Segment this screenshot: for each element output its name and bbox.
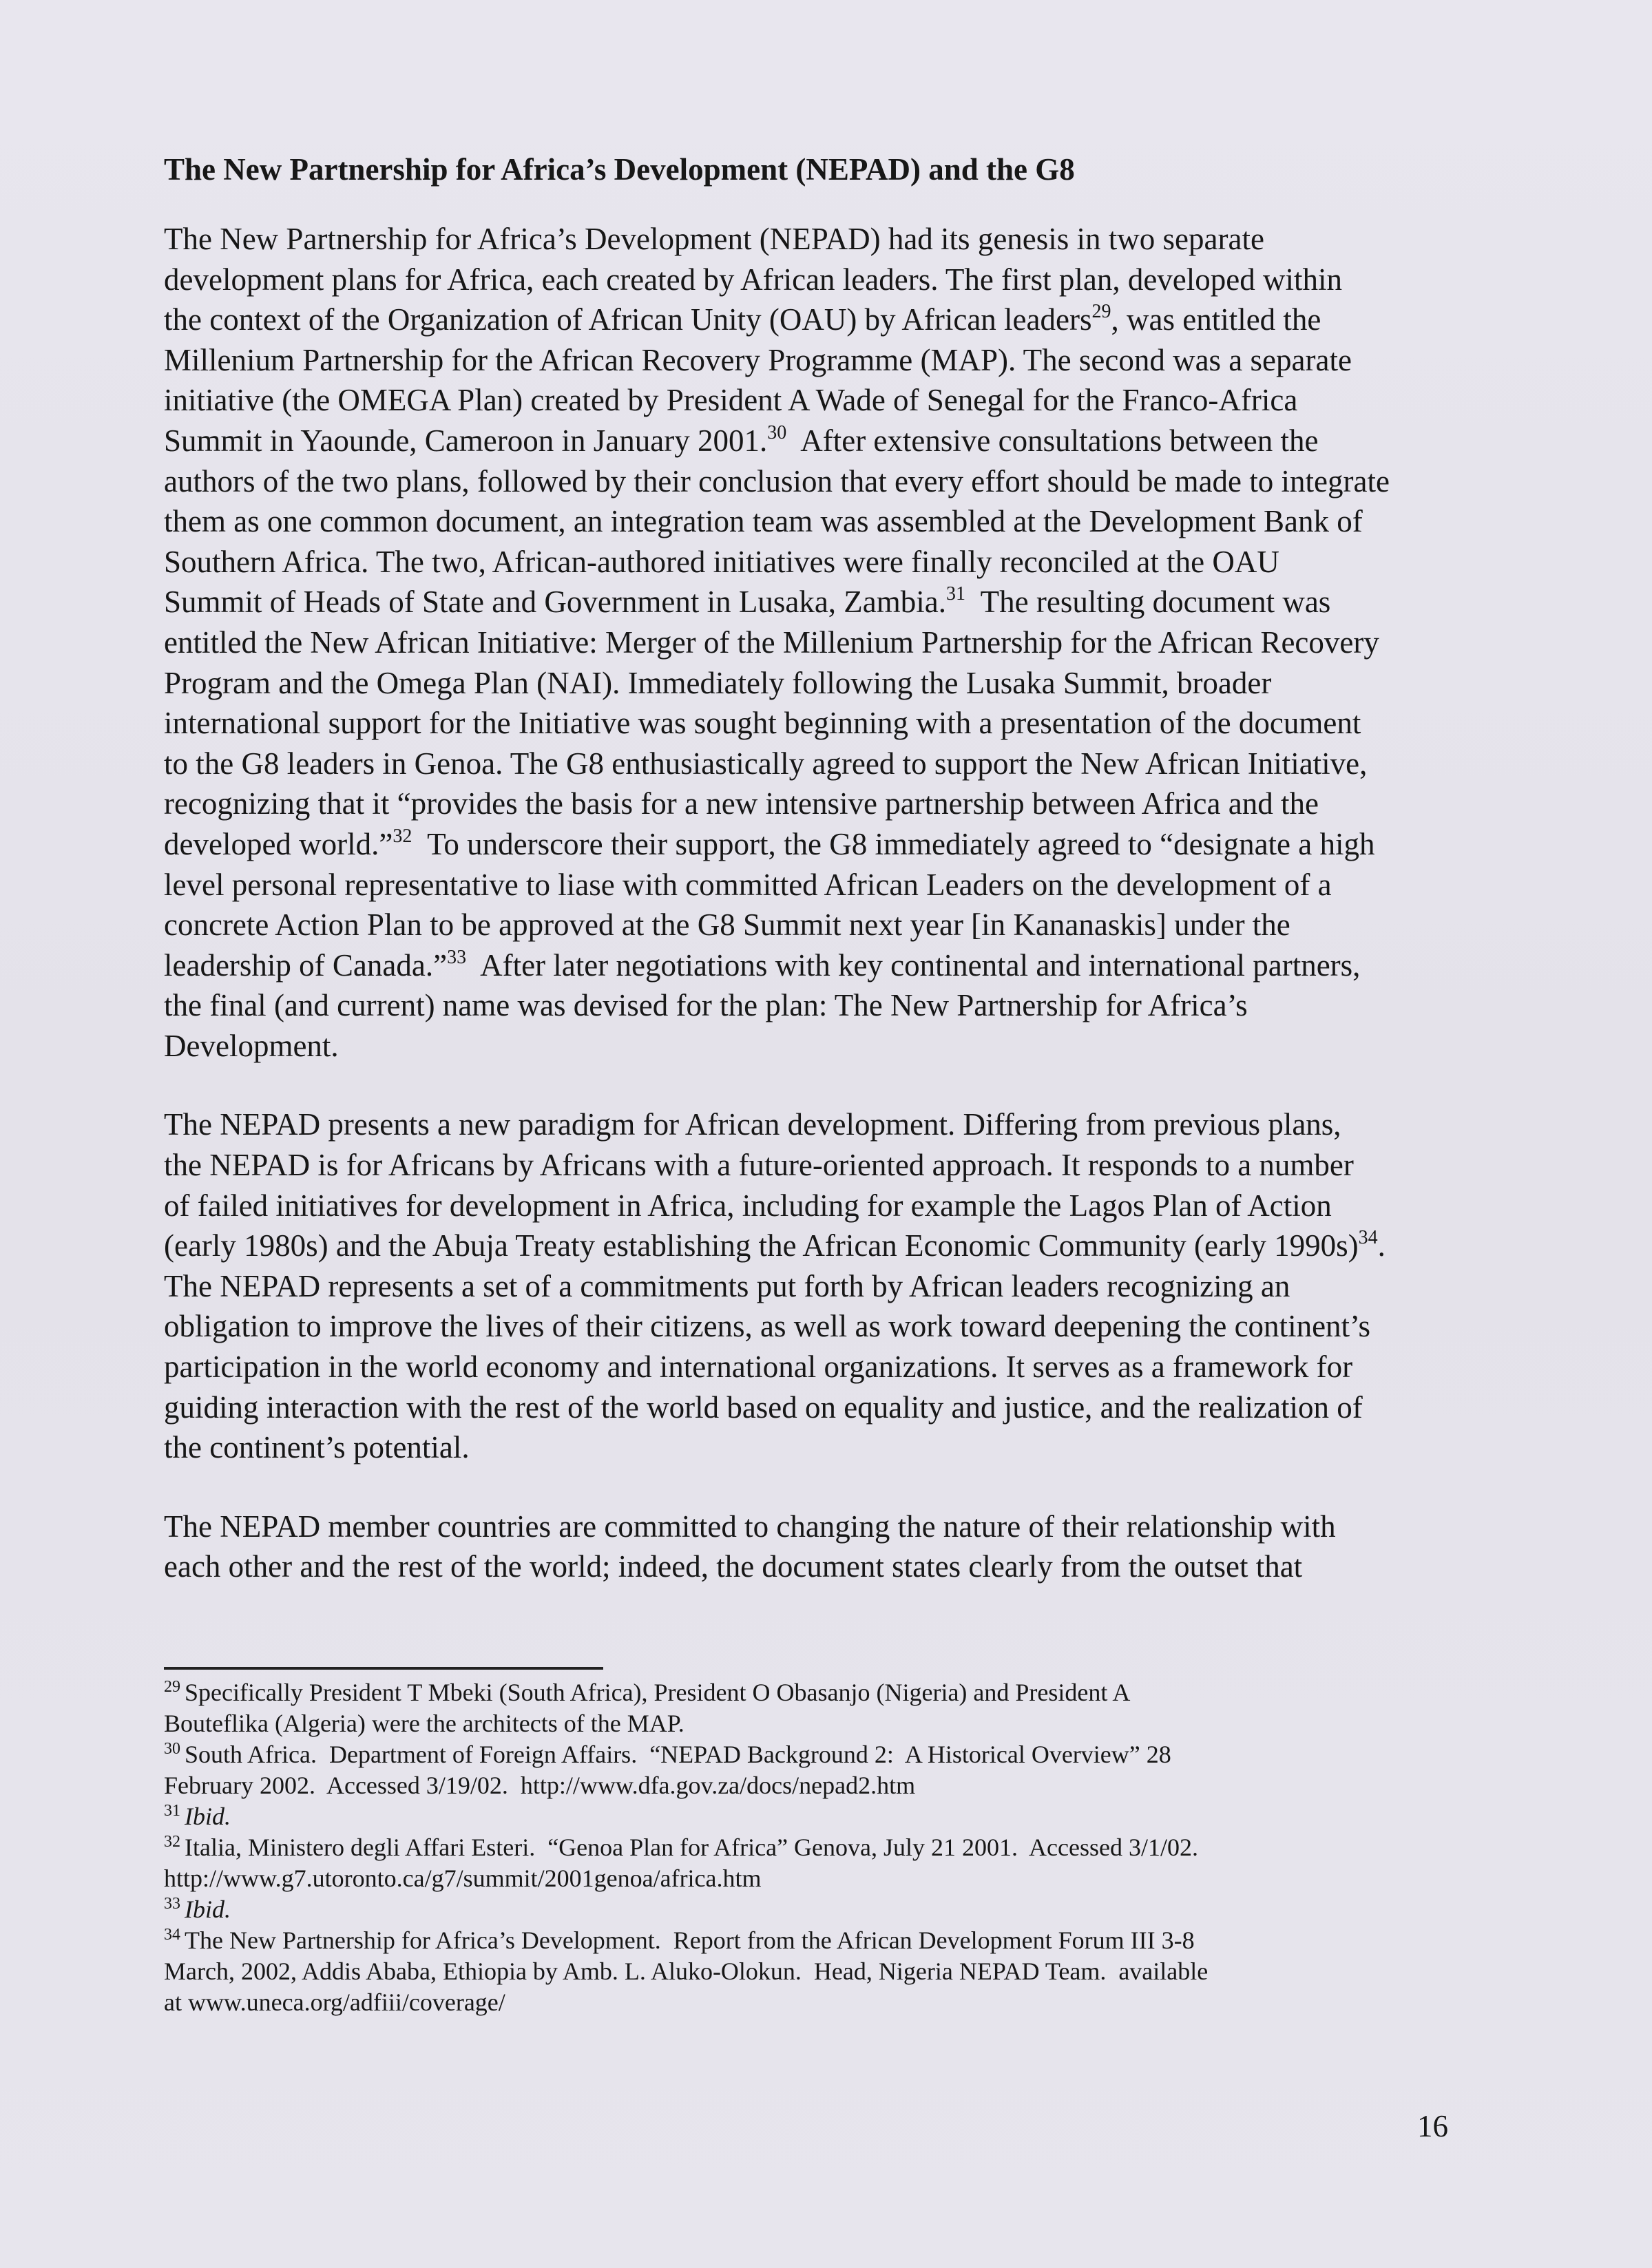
page-number: 16 <box>1417 2109 1448 2143</box>
text-line: of failed initiatives for development in Africa, including for example the Lagos Plan of Action <box>164 1188 1332 1223</box>
text-line: participation in the world economy and international organizations. It serves as a framework for <box>164 1350 1353 1385</box>
footnote-text-line: http://www.g7.utoronto.ca/g7/summit/2001genoa/africa.htm <box>164 1865 762 1892</box>
text-span: . <box>1377 1228 1386 1263</box>
text-line: the continent’s potential. <box>164 1430 470 1465</box>
text-line: each other and the rest of the world; indeed, the document states clearly from the outset that <box>164 1549 1303 1584</box>
footnote-text: Specifically President T Mbeki (South Africa), President O Obasanjo (Nigeria) and President A <box>185 1679 1131 1706</box>
text-line: the final (and current) name was devised for the plan: The New Partnership for Africa’s <box>164 988 1248 1023</box>
text-line: The New Partnership for Africa’s Development (NEPAD) had its genesis in two separate <box>164 222 1264 256</box>
footnote-34 <box>164 1925 1472 1956</box>
main-content <box>164 150 1424 1626</box>
text-span: The resulting document was <box>965 585 1331 620</box>
text-line: recognizing that it “provides the basis for a new intensive partnership between Africa and the <box>164 786 1319 821</box>
footnote-number: 33 <box>164 1895 180 1913</box>
text-span: After extensive consultations between the <box>786 423 1319 458</box>
footnote-text: Italia, Ministero degli Affari Esteri. “Genoa Plan for Africa” Genova, July 21 2001. Accessed 3/1/02. <box>185 1834 1198 1861</box>
paragraph-1 <box>164 219 1424 1066</box>
text-line: international support for the Initiative was sought beginning with a presentation of the document <box>164 706 1361 741</box>
footnote-ref-32: 32 <box>393 825 412 847</box>
footnote-text: The New Partnership for Africa’s Development. Report from the African Development Forum III 3-8 <box>185 1926 1195 1954</box>
text-line: the NEPAD is for Africans by Africans with a future-oriented approach. It responds to a number <box>164 1148 1354 1183</box>
text-line: level personal representative to liase with committed African Leaders on the development of a <box>164 867 1332 902</box>
paragraph-2 <box>164 1104 1424 1467</box>
text-line: authors of the two plans, followed by their conclusion that every effort should be made to integrate <box>164 463 1390 498</box>
text-span: the context of the Organization of African Unity (OAU) by African leaders <box>164 302 1092 337</box>
section-heading: The New Partnership for Africa’s Development (NEPAD) and the G8 <box>164 152 1075 187</box>
text-span: (early 1980s) and the Abuja Treaty establishing the African Economic Community (early 1990s) <box>164 1228 1359 1263</box>
footnote-number: 29 <box>164 1678 180 1696</box>
footnote-number: 32 <box>164 1833 180 1851</box>
text-line: Southern Africa. The two, African-authored initiatives were finally reconciled at the OAU <box>164 544 1279 579</box>
text-line <box>164 945 1424 986</box>
footnote-text: Ibid. <box>185 1803 231 1830</box>
text-line <box>164 1226 1424 1266</box>
text-line: The NEPAD represents a set of a commitments put forth by African leaders recognizing an <box>164 1268 1290 1303</box>
text-span: Summit of Heads of State and Government in Lusaka, Zambia. <box>164 585 946 620</box>
text-line: initiative (the OMEGA Plan) created by President A Wade of Senegal for the Franco-Africa <box>164 383 1298 418</box>
footnote-text: South Africa. Department of Foreign Affairs. “NEPAD Background 2: A Historical Overview” 28 <box>185 1741 1171 1768</box>
footnote-ref-29: 29 <box>1091 301 1111 323</box>
text-line <box>164 582 1424 622</box>
text-line: them as one common document, an integration team was assembled at the Development Bank of <box>164 504 1363 539</box>
footnote-ref-33: 33 <box>447 946 467 968</box>
text-line: concrete Action Plan to be approved at the G8 Summit next year [in Kananaskis] under the <box>164 907 1290 943</box>
footnote-29 <box>164 1677 1472 1708</box>
text-span: , was entitled the <box>1111 302 1321 337</box>
footnote-30 <box>164 1739 1472 1770</box>
footnote-32 <box>164 1832 1472 1863</box>
text-span: leadership of Canada.” <box>164 947 448 983</box>
text-line <box>164 300 1424 340</box>
text-line <box>164 824 1424 865</box>
footnote-33 <box>164 1894 1472 1925</box>
footnote-31 <box>164 1801 1472 1832</box>
footnote-number: 34 <box>164 1926 180 1944</box>
footnote-ref-34: 34 <box>1358 1227 1378 1249</box>
footnote-ref-31: 31 <box>946 583 965 605</box>
text-span: To underscore their support, the G8 immediately agreed to “designate a high <box>412 826 1375 861</box>
footnote-text: Ibid. <box>185 1896 231 1923</box>
text-span: Summit in Yaounde, Cameroon in January 2001. <box>164 423 768 458</box>
footnote-text-line: March, 2002, Addis Ababa, Ethiopia by Amb. L. Aluko-Olokun. Head, Nigeria NEPAD Team. available <box>164 1957 1209 1985</box>
footnotes <box>164 1677 1472 2018</box>
text-line: Development. <box>164 1028 339 1063</box>
footnote-text-line: February 2002. Accessed 3/19/02. http://www.dfa.gov.za/docs/nepad2.htm <box>164 1772 916 1799</box>
text-line: guiding interaction with the rest of the world based on equality and justice, and the realization of <box>164 1389 1363 1425</box>
text-line: development plans for Africa, each created by African leaders. The first plan, developed within <box>164 262 1343 297</box>
paragraph-3 <box>164 1506 1424 1587</box>
text-line: The NEPAD member countries are committed to changing the nature of their relationship with <box>164 1509 1336 1544</box>
text-line: Program and the Omega Plan (NAI). Immediately following the Lusaka Summit, broader <box>164 665 1272 700</box>
text-line: entitled the New African Initiative: Merger of the Millenium Partnership for the African Recovery <box>164 624 1379 660</box>
footnote-ref-30: 30 <box>767 421 787 443</box>
footnote-divider <box>164 1667 603 1670</box>
footnote-number: 30 <box>164 1740 180 1758</box>
footnote-text-line: at www.uneca.org/adfiii/coverage/ <box>164 1988 505 2016</box>
footnote-number: 31 <box>164 1802 180 1820</box>
text-span: After later negotiations with key continental and international partners, <box>466 947 1361 983</box>
text-span: developed world.” <box>164 826 393 861</box>
text-line: The NEPAD presents a new paradigm for African development. Differing from previous plans, <box>164 1107 1341 1142</box>
text-line: Millenium Partnership for the African Recovery Programme (MAP). The second was a separate <box>164 342 1352 377</box>
footnote-text-line: Bouteflika (Algeria) were the architects of the MAP. <box>164 1710 684 1737</box>
text-line <box>164 421 1424 461</box>
text-line: obligation to improve the lives of their citizens, as well as work toward deepening the continent’s <box>164 1309 1371 1344</box>
text-line: to the G8 leaders in Genoa. The G8 enthusiastically agreed to support the New African Initiative, <box>164 746 1368 781</box>
